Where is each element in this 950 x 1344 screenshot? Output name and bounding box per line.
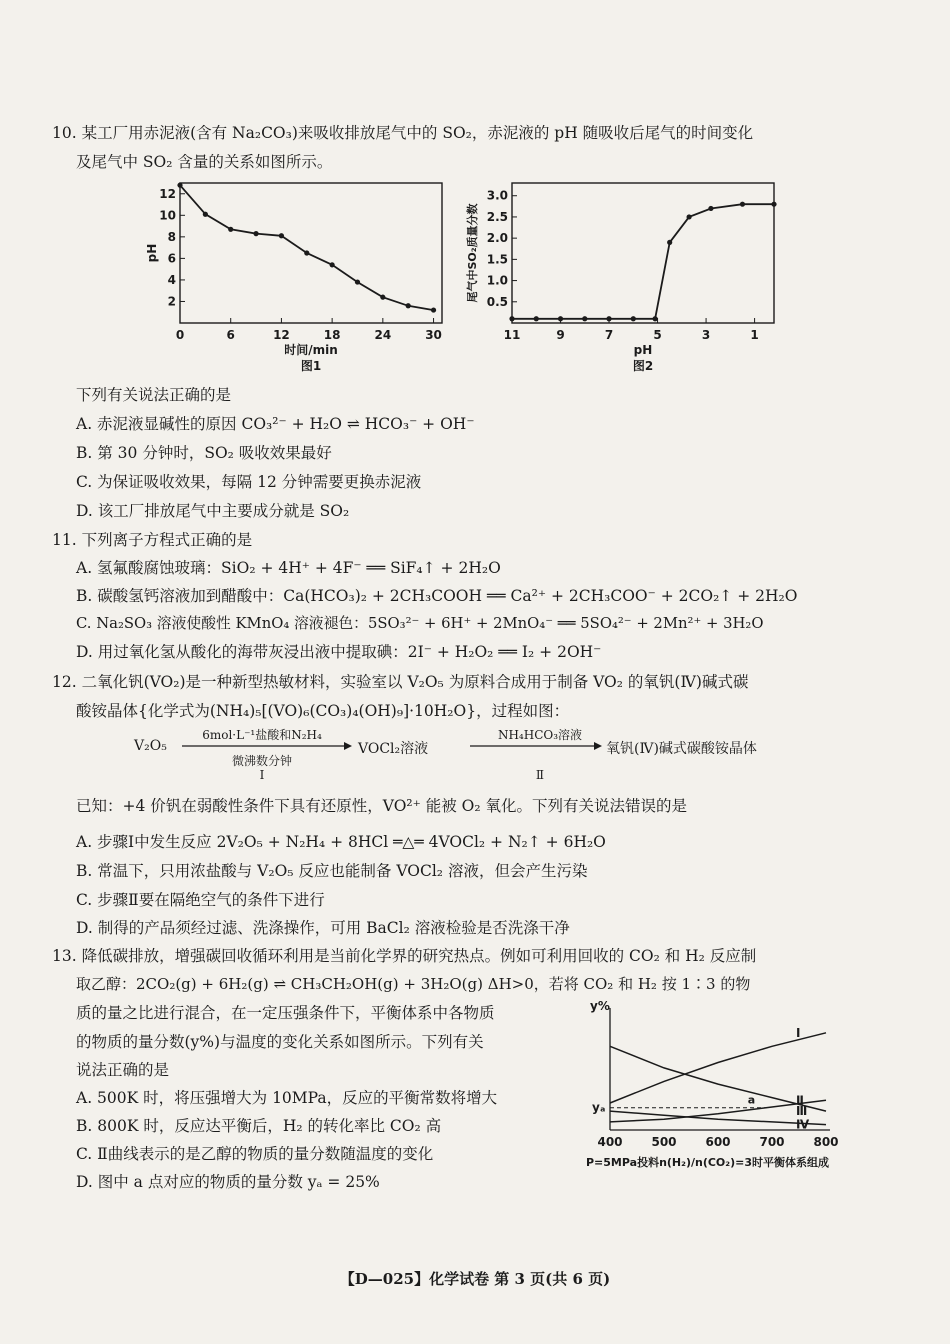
data-point [228, 227, 233, 232]
q10-option-a: A. 赤泥液显碱性的原因 CO₃²⁻ + H₂O ⇌ HCO₃⁻ + OH⁻ [76, 415, 475, 433]
q13-option-b: B. 800K 时，反应达平衡后，H₂ 的转化率比 CO₂ 高 [76, 1117, 442, 1135]
x-axis-label: pH [633, 343, 653, 357]
plot-frame [180, 183, 442, 323]
q11-stem: 11. 下列离子方程式正确的是 [52, 531, 253, 549]
q12-option-b: B. 常温下，只用浓盐酸与 V₂O₅ 反应也能制备 VOCl₂ 溶液，但会产生污染 [76, 862, 588, 880]
series-line-1 [610, 1033, 826, 1103]
q11-option-c: C. Na₂SO₃ 溶液使酸性 KMnO₄ 溶液褪色：5SO₃²⁻ + 6H⁺ + 2MnO₄⁻ ══ 5SO₄²⁻ + 2Mn²⁺ + 3H₂O [76, 615, 764, 632]
data-point [606, 316, 611, 321]
x-tick-label: 9 [556, 328, 565, 342]
data-point [686, 214, 691, 219]
q10-stem-1: 10. 某工厂用赤泥液(含有 Na₂CO₃)来吸收排放尾气中的 SO₂，赤泥液的 pH 随吸收后尾气的时间变化 [52, 124, 754, 142]
data-point [203, 212, 208, 217]
data-point [509, 316, 514, 321]
series-line [512, 204, 774, 319]
scheme-arrow-2 [470, 740, 602, 752]
y-tick-label: 0.5 [486, 294, 508, 309]
y-tick-label: 12 [159, 186, 176, 201]
scheme-step-2: Ⅱ [535, 768, 545, 782]
figure-title: 图1 [300, 359, 322, 373]
series-line-3 [610, 1046, 826, 1111]
q13-option-c: C. Ⅱ曲线表示的是乙醇的物质的量分数随温度的变化 [76, 1145, 434, 1163]
scheme-end: 氧钒(Ⅳ)碱式碳酸铵晶体 [606, 741, 757, 757]
q12-option-a: A. 步骤Ⅰ中发生反应 2V₂O₅ + N₂H₄ + 8HCl ═△═ 4VOCl₂ + N₂↑ + 6H₂O [76, 833, 606, 851]
x-tick-label: 3 [701, 328, 711, 342]
x-tick-label: 700 [759, 1135, 785, 1149]
y-tick-label: 4 [167, 272, 176, 287]
y-tick-label: 1.0 [486, 273, 508, 288]
plot-frame [512, 183, 774, 323]
point-a-label: a [747, 1093, 756, 1107]
data-point [631, 316, 636, 321]
data-point [558, 316, 563, 321]
q13-option-d: D. 图中 a 点对应的物质的量分数 yₐ = 25% [76, 1173, 380, 1191]
data-point [304, 250, 309, 255]
figure-1-ph-vs-time [140, 175, 450, 380]
data-point [380, 295, 385, 300]
x-tick-label: 600 [705, 1135, 731, 1149]
y-tick-label: 8 [167, 229, 176, 244]
figure-caption: P=5MPa投料n(H₂)/n(CO₂)=3时平衡体系组成 [586, 1156, 829, 1169]
data-point [431, 307, 436, 312]
x-tick-label: 11 [503, 328, 521, 342]
q12-stem-2: 酸铵晶体{化学式为(NH₄)₅[(VO)₆(CO₃)₄(OH)₉]·10H₂O}，过程如图： [76, 702, 570, 720]
series-label-4: Ⅳ [796, 1117, 810, 1132]
q10-question: 下列有关说法正确的是 [76, 386, 232, 404]
q12-known: 已知：+4 价钒在弱酸性条件下具有还原性，VO²⁺ 能被 O₂ 氧化。下列有关说法错误的是 [76, 797, 688, 815]
figure-3-equilibrium-composition [580, 1000, 880, 1180]
series-label-3: Ⅲ [796, 1104, 808, 1119]
x-tick-label: 7 [604, 328, 614, 342]
q13-stem-3: 质的量之比进行混合，在一定压强条件下，平衡体系中各物质 [76, 1004, 495, 1022]
q13-stem-1: 13. 降低碳排放，增强碳回收循环利用是当前化学界的研究热点。例如可利用回收的 CO₂ 和 H₂ 反应制 [52, 947, 757, 965]
data-point [177, 183, 182, 188]
x-tick-label: 24 [374, 328, 392, 342]
x-tick-label: 800 [813, 1135, 839, 1149]
q10-option-b: B. 第 30 分钟时，SO₂ 吸收效果最好 [76, 444, 332, 462]
data-point [740, 202, 745, 207]
x-axis-label: 时间/min [284, 343, 338, 357]
scheme-step-1: Ⅰ [259, 768, 265, 782]
ya-label: yₐ [592, 1100, 606, 1115]
data-point [330, 262, 335, 267]
x-tick-label: 5 [653, 328, 662, 342]
scheme-arrow-1 [182, 740, 352, 752]
x-tick-label: 400 [597, 1135, 623, 1149]
data-point [406, 303, 411, 308]
q13-stem-2: 取乙醇：2CO₂(g) + 6H₂(g) ⇌ CH₃CH₂OH(g) + 3H₂O(g) ΔH>0，若将 CO₂ 和 H₂ 按 1∶3 的物 [76, 975, 751, 993]
q13-option-a: A. 500K 时，将压强增大为 10MPa，反应的平衡常数将增大 [76, 1089, 498, 1107]
y-tick-label: 6 [167, 251, 176, 266]
q11-option-d: D. 用过氧化氢从酸化的海带灰浸出液中提取碘：2I⁻ + H₂O₂ ══ I₂ + 2OH⁻ [76, 643, 602, 661]
q11-option-a: A. 氢氟酸腐蚀玻璃：SiO₂ + 4H⁺ + 4F⁻ ══ SiF₄↑ + 2H₂O [76, 559, 501, 577]
data-point [708, 206, 713, 211]
series-label-2: Ⅱ [796, 1093, 804, 1108]
y-tick-label: 1.5 [486, 252, 508, 267]
x-tick-label: 0 [175, 328, 185, 342]
scheme-start: V₂O₅ [134, 738, 167, 754]
data-point [667, 240, 672, 245]
q12-option-c: C. 步骤Ⅱ要在隔绝空气的条件下进行 [76, 891, 325, 909]
y-tick-label: 3.0 [486, 188, 508, 203]
page-footer: 【D—025】化学试卷 第 3 页(共 6 页) [339, 1270, 611, 1288]
figure-title: 图2 [632, 359, 654, 373]
figure-2-so2-vs-ph [462, 175, 792, 380]
y-tick-label: 2.0 [486, 231, 508, 246]
scheme-middle: VOCl₂溶液 [358, 741, 429, 757]
x-tick-label: 6 [226, 328, 235, 342]
data-point [355, 279, 360, 284]
x-tick-label: 500 [651, 1135, 677, 1149]
data-point [771, 202, 776, 207]
x-tick-label: 30 [425, 328, 442, 342]
y-tick-label: 10 [159, 208, 176, 223]
x-tick-label: 1 [750, 328, 759, 342]
series-label-1: Ⅰ [796, 1025, 801, 1040]
y-tick-label: 2 [167, 294, 176, 309]
scheme-arrow1-top: 6mol·L⁻¹盐酸和N₂H₄ [202, 728, 322, 742]
data-point [253, 231, 258, 236]
data-point [279, 233, 284, 238]
q10-option-d: D. 该工厂排放尾气中主要成分就是 SO₂ [76, 502, 350, 520]
data-point [582, 316, 587, 321]
series-line [180, 185, 434, 310]
q11-option-b: B. 碳酸氢钙溶液加到醋酸中：Ca(HCO₃)₂ + 2CH₃COOH ══ Ca²⁺ + 2CH₃COO⁻ + 2CO₂↑ + 2H₂O [76, 587, 798, 605]
y-tick-label: 2.5 [486, 209, 508, 224]
q13-stem-4: 的物质的量分数(y%)与温度的变化关系如图所示。下列有关 [76, 1033, 484, 1051]
x-tick-label: 12 [273, 328, 290, 342]
y-axis-label: y% [590, 999, 610, 1013]
q10-option-c: C. 为保证吸收效果，每隔 12 分钟需要更换赤泥液 [76, 473, 422, 491]
data-point [653, 316, 658, 321]
y-axis-label: pH [145, 243, 159, 263]
q13-stem-5: 说法正确的是 [76, 1061, 170, 1079]
q10-stem-2: 及尾气中 SO₂ 含量的关系如图所示。 [76, 153, 333, 171]
q12-option-d: D. 制得的产品须经过滤、洗涤操作，可用 BaCl₂ 溶液检验是否洗涤干净 [76, 919, 570, 937]
scheme-arrow2-top: NH₄HCO₃溶液 [497, 728, 583, 742]
scheme-arrow1-bottom: 微沸数分钟 [231, 754, 292, 768]
y-axis-label: 尾气中SO₂质量分数 [466, 203, 479, 303]
data-point [534, 316, 539, 321]
q12-stem-1: 12. 二氧化钒(VO₂)是一种新型热敏材料，实验室以 V₂O₅ 为原料合成用于制备 VO₂ 的氧钒(Ⅳ)碱式碳 [52, 673, 749, 691]
x-tick-label: 18 [323, 328, 341, 342]
